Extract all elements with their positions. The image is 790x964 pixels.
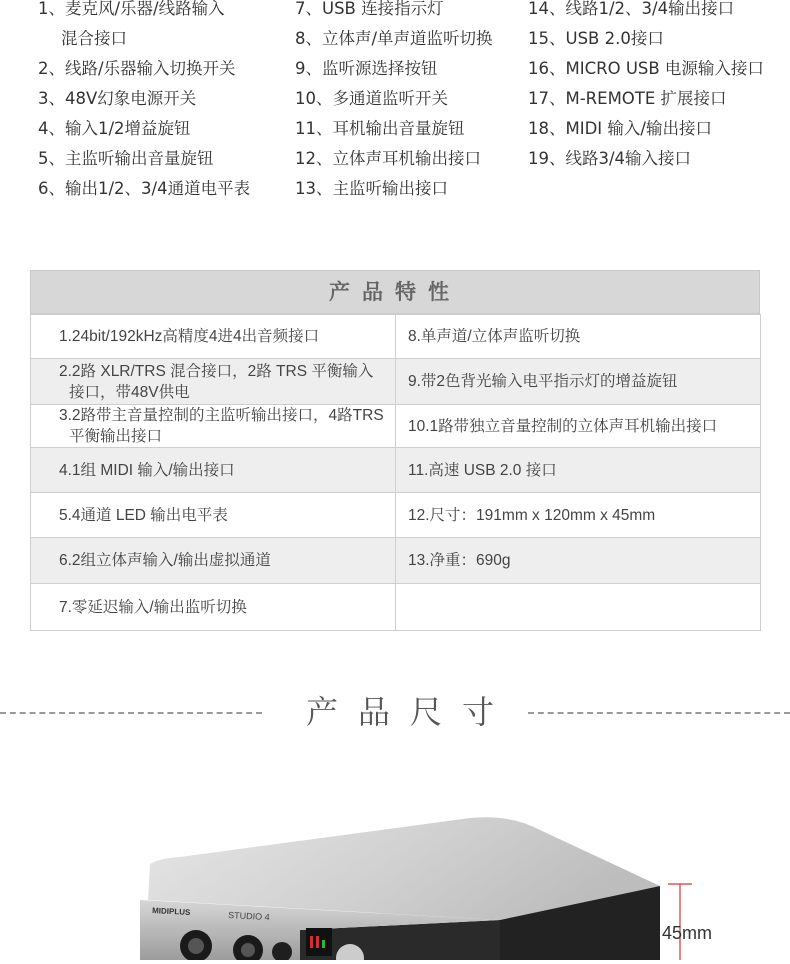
legend-item: 混合接口 xyxy=(61,29,127,48)
legend-item: 19、线路3/4输入接口 xyxy=(528,149,692,168)
feature-cell xyxy=(396,584,761,631)
table-row xyxy=(31,315,761,359)
legend-item: 1、麦克风/乐器/线路输入 xyxy=(38,0,225,18)
combo-jack-1-center xyxy=(188,938,204,954)
feature-cell: 3.2路带主音量控制的主监听输出接口，4路TRS 平衡输出接口 xyxy=(31,405,396,448)
features-section xyxy=(30,270,760,631)
brand-logo: MIDIPLUS xyxy=(151,906,191,917)
feature-cell: 4.1组 MIDI 输入/输出接口 xyxy=(31,448,396,493)
legend-column-1 xyxy=(38,0,250,204)
legend-item: 9、监听源选择按钮 xyxy=(295,59,438,78)
legend-item: 18、MIDI 输入/输出接口 xyxy=(528,119,712,138)
feature-cell: 12.尺寸：191mm x 120mm x 45mm xyxy=(396,493,761,538)
legend-item: 10、多通道监听开关 xyxy=(295,89,448,108)
features-title: 产品特性 xyxy=(30,270,760,314)
features-table xyxy=(30,314,761,631)
table-row xyxy=(31,448,761,493)
table-row xyxy=(31,538,761,584)
model-logo: STUDIO 4 xyxy=(227,910,270,923)
table-row xyxy=(31,584,761,631)
feature-cell: 7.零延迟输入/输出监听切换 xyxy=(31,584,396,631)
dashed-divider-left xyxy=(0,712,262,714)
legend-item: 5、主监听输出音量旋钮 xyxy=(38,149,214,168)
legend-item: 13、主监听输出接口 xyxy=(295,179,448,198)
product-image xyxy=(0,800,790,960)
table-row xyxy=(31,405,761,448)
legend-item: 3、48V幻象电源开关 xyxy=(38,89,197,108)
feature-cell: 9.带2色背光输入电平指示灯的增益旋钮 xyxy=(396,359,761,405)
legend-item: 16、MICRO USB 电源输入接口 xyxy=(528,59,764,78)
feature-cell: 5.4通道 LED 输出电平表 xyxy=(31,493,396,538)
feature-cell: 6.2组立体声输入/输出虚拟通道 xyxy=(31,538,396,584)
legend-item: 11、耳机输出音量旋钮 xyxy=(295,119,465,138)
table-row xyxy=(31,359,761,405)
height-dimension-label: 45mm xyxy=(662,923,713,943)
legend-item: 4、输入1/2增益旋钮 xyxy=(38,119,191,138)
legend-item: 17、M-REMOTE 扩展接口 xyxy=(528,89,727,108)
feature-cell: 1.24bit/192kHz高精度4进4出音频接口 xyxy=(31,315,396,359)
feature-cell: 8.单声道/立体声监听切换 xyxy=(396,315,761,359)
dimensions-heading xyxy=(0,688,790,736)
legend-column-3 xyxy=(528,0,764,174)
legend-item: 14、线路1/2、3/4输出接口 xyxy=(528,0,735,18)
table-row xyxy=(31,493,761,538)
legend-item: 15、USB 2.0接口 xyxy=(528,29,664,48)
feature-cell: 13.净重：690g xyxy=(396,538,761,584)
legend-item: 12、立体声耳机输出接口 xyxy=(295,149,481,168)
dimensions-title: 产品尺寸 xyxy=(305,693,514,731)
feature-cell: 10.1路带独立音量控制的立体声耳机输出接口 xyxy=(396,405,761,448)
legend-column-2 xyxy=(295,0,493,204)
feature-cell: 11.高速 USB 2.0 接口 xyxy=(396,448,761,493)
legend-item: 7、USB 连接指示灯 xyxy=(295,0,444,18)
legend-item: 2、线路/乐器输入切换开关 xyxy=(38,59,236,78)
dashed-divider-right xyxy=(528,712,790,714)
legend-item: 6、输出1/2、3/4通道电平表 xyxy=(38,179,251,198)
feature-cell: 2.2路 XLR/TRS 混合接口，2路 TRS 平衡输入接口，带48V供电 xyxy=(31,359,396,405)
component-legend xyxy=(0,0,790,230)
legend-item: 8、立体声/单声道监听切换 xyxy=(295,29,493,48)
combo-jack-2-center xyxy=(241,943,255,957)
